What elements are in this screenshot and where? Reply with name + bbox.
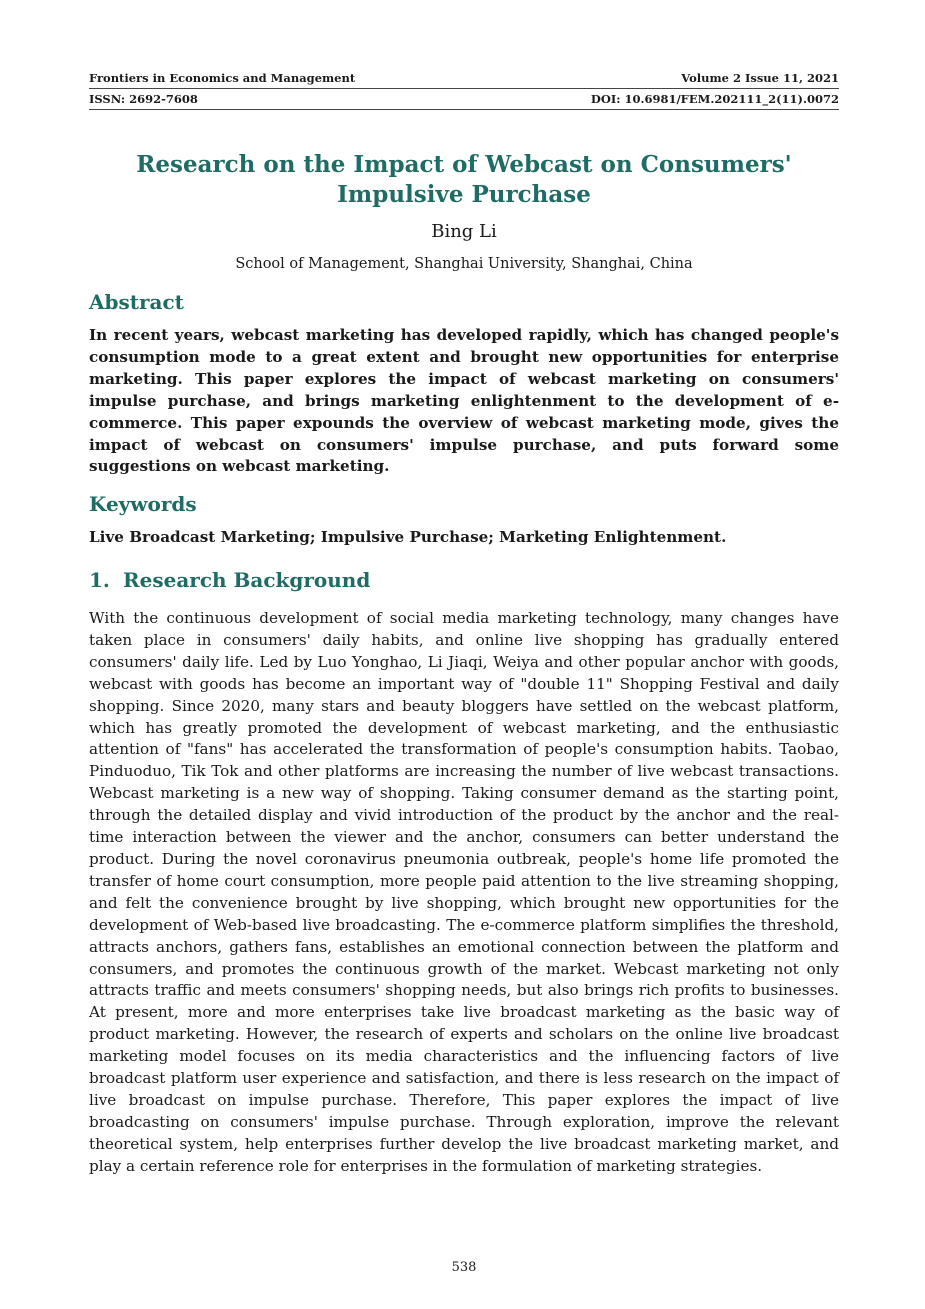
section-title: Research Background xyxy=(123,568,371,592)
paper-title: Research on the Impact of Webcast on Consumers' Impulsive Purchase xyxy=(136,151,792,208)
volume-issue: Volume 2 Issue 11, 2021 xyxy=(681,71,839,85)
keywords-text: Live Broadcast Marketing; Impulsive Purchase; Marketing Enlightenment. xyxy=(89,528,727,546)
author-affiliation: School of Management, Shanghai University, Shanghai, China xyxy=(235,256,693,272)
keywords-heading: Keywords xyxy=(89,492,197,516)
running-header-top xyxy=(89,71,839,85)
header-divider-bottom xyxy=(89,109,839,110)
issn: ISSN: 2692-7608 xyxy=(89,92,198,106)
section-heading xyxy=(89,568,370,592)
abstract-heading: Abstract xyxy=(89,290,184,314)
page-number: 538 xyxy=(451,1260,477,1275)
abstract-text: In recent years, webcast marketing has developed rapidly, which has changed people's consumption mode to a great extent and brought new opportunities for enterprise marketing. This paper explores the impact of webcast marketing on consumers' impulse purchase, and brings marketing enlightenment to the development of e-commerce. This paper expounds the overview of webcast marketing mode, gives the impact of webcast on consumers' impulse purchase, and puts forward some suggestions on webcast marketing. xyxy=(89,326,839,476)
doi: DOI: 10.6981/FEM.202111_2(11).0072 xyxy=(590,92,839,106)
author-name: Bing Li xyxy=(431,221,497,242)
header-divider-top xyxy=(89,88,839,89)
running-header-bottom xyxy=(89,92,839,106)
section-body-paragraph: With the continuous development of social media marketing technology, many changes have taken place in consumers' daily habits, and online live shopping has gradually entered consumers' daily life. Led by Luo Yonghao, Li Jiaqi, Weiya and other popular anchor with goods, webcast with goods has become an important way of "double 11" Shopping Festival and daily shopping. Since 2020, many stars and beauty bloggers have settled on the webcast platform, which has greatly promoted the development of webcast marketing, and the enthusiastic attention of "fans" has accelerated the transformation of people's consumption habits. Taobao, Pinduoduo, Tik Tok and other platforms are increasing the number of live webcast transactions. Webcast marketing is a new way of shopping. Taking consumer demand as the starting point, through the detailed display and vivid introduction of the product by the anchor and the real-time interaction between the viewer and the anchor, consumers can better understand the product. During the novel coronavirus pneumonia outbreak, people's home life promoted the transfer of home court consumption, more people paid attention to the live streaming shopping, and felt the convenience brought by live shopping, which brought new opportunities for the development of Web-based live broadcasting. The e-commerce platform simplifies the threshold, attracts anchors, gathers fans, establishes an emotional connection between the platform and consumers, and promotes the continuous growth of the market. Webcast marketing not only attracts traffic and meets consumers' shopping needs, but also brings rich profits to businesses. At present, more and more enterprises take live broadcast marketing as the basic way of product marketing. However, the research of experts and scholars on the online live broadcast marketing model focuses on its media characteristics and the influencing factors of live broadcast platform user experience and satisfaction, and there is less research on the impact of live broadcast on impulse purchase. Therefore, This paper explores the impact of live broadcasting on consumers' impulse purchase. Through exploration, improve the relevant theoretical system, help enterprises further develop the live broadcast marketing market, and play a certain reference role for enterprises in the formulation of marketing strategies. xyxy=(89,609,839,1175)
journal-name: Frontiers in Economics and Management xyxy=(89,71,356,85)
section-number: 1. xyxy=(89,568,110,592)
